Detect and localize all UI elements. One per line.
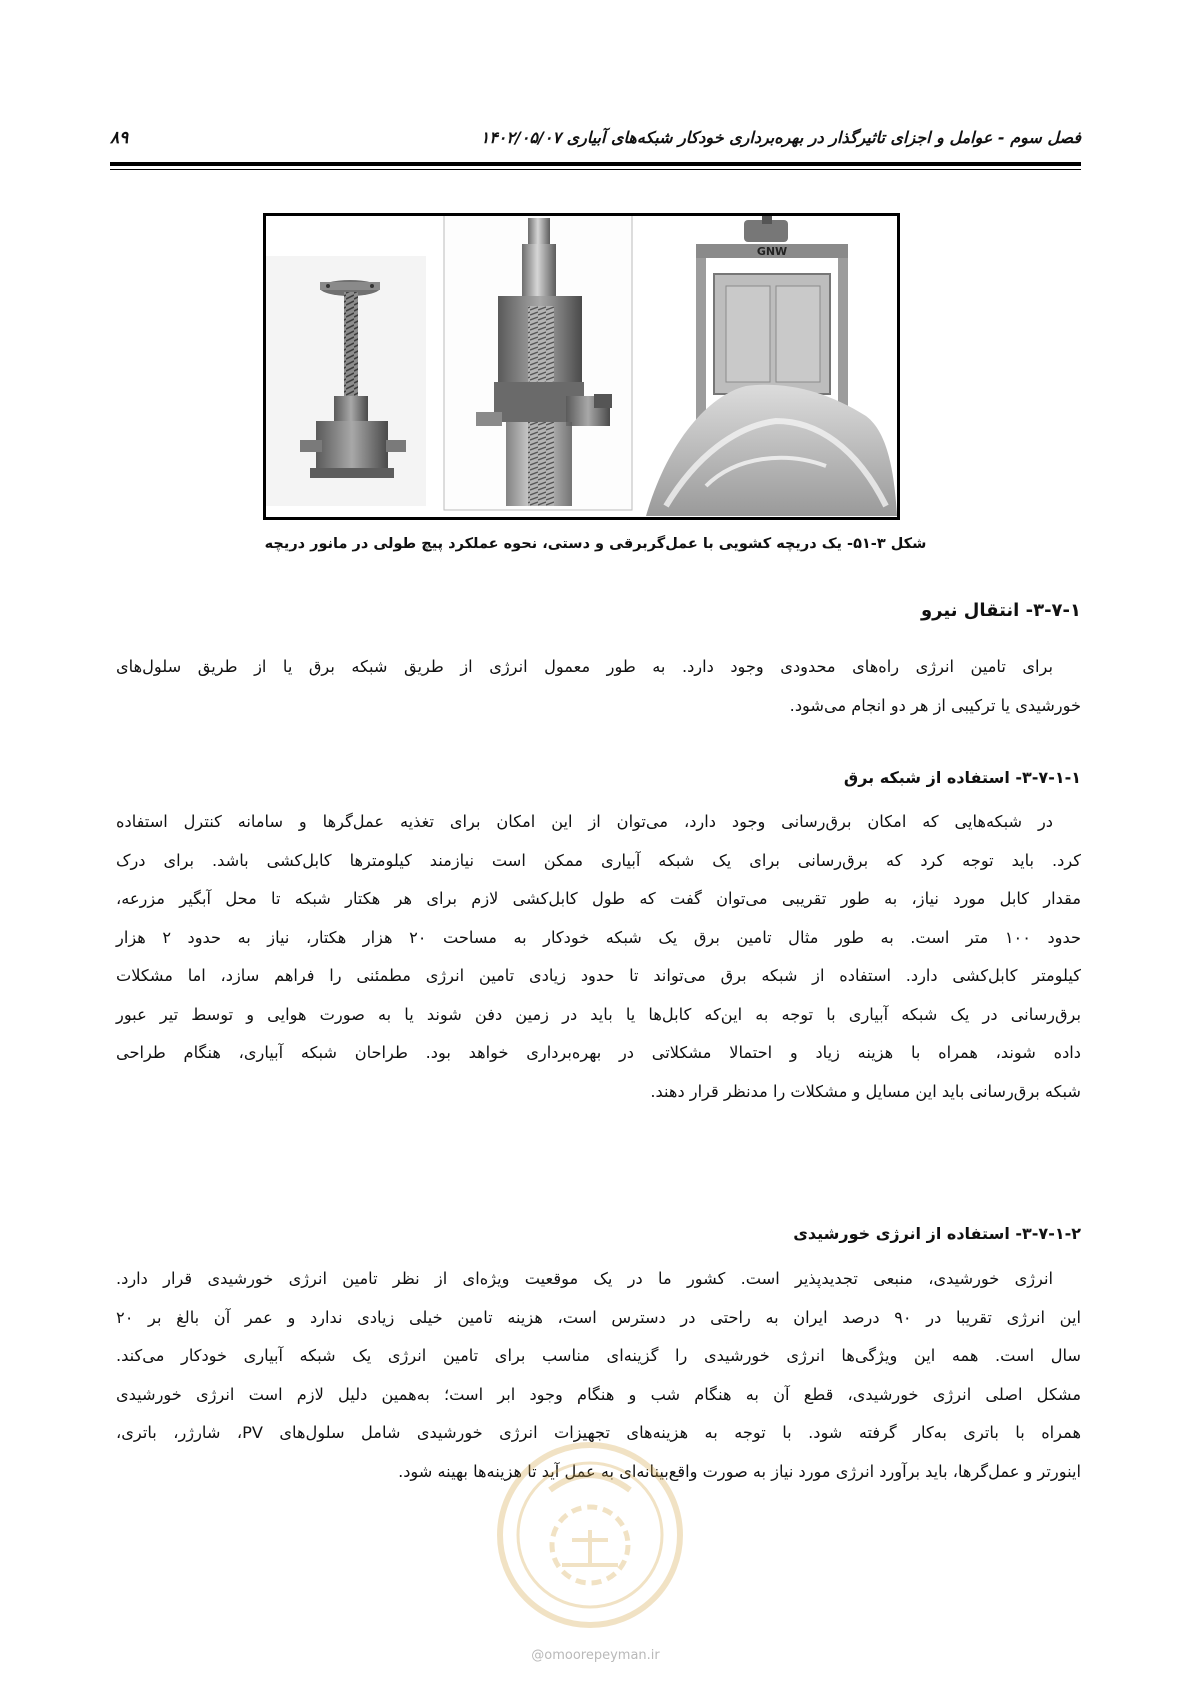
figure-gate-actuators — [263, 213, 900, 520]
section-heading-solar-power: ۳-۷-۱-۲- استفاده از انرژی خورشیدی — [793, 1224, 1081, 1243]
paragraph-line: این انرژی تقریبا در ۹۰ درصد ایران به راحتی در دسترس است، هزینه تامین خیلی زیادی ندارد و عمر آن بالغ بر ۲۰ — [116, 1307, 1081, 1327]
paragraph-line: شبکه برق‌رسانی باید این مسایل و مشکلات را مدنظر قرار دهند. — [650, 1081, 1081, 1101]
header-rule-thick — [110, 162, 1081, 166]
paragraph-line: اینورتر و عمل‌گرها، باید برآورد انرژی مورد نیاز به صورت واقع‌بینانه‌ای به عمل آید تا هزینه‌ها بهینه شود. — [398, 1461, 1081, 1481]
figure-caption: شکل ۳-۵۱- یک دریچه کشویی با عمل‌گربرقی و دستی، نحوه عملکرد پیچ طولی در مانور دریچه — [264, 536, 927, 552]
paragraph-line: کرد. باید توجه کرد که برق‌رسانی برای یک شبکه آبیاری ممکن است نیازمند کیلومترها کابل‌کشی باشد. برای درک — [116, 850, 1081, 870]
page-number: ۸۹ — [110, 128, 129, 148]
section-heading-grid-power: ۳-۷-۱-۱- استفاده از شبکه برق — [843, 768, 1081, 787]
header-rule-thin — [110, 169, 1081, 170]
watermark-site: @omoorepeyman.ir — [531, 1648, 660, 1663]
paragraph-line: برای تامین انرژی راه‌های محدودی وجود دارد. به طور معمول انرژی از طریق شبکه برق یا از طریق سلول‌های — [116, 657, 1053, 676]
paragraph-line: خورشیدی یا ترکیبی از هر دو انجام می‌شود. — [789, 695, 1081, 715]
section-heading-power-transmission: ۳-۷-۱- انتقال نیرو — [920, 600, 1081, 621]
screw-actuator-cutaway-image — [444, 216, 632, 510]
paragraph-line: انرژی خورشیدی، منبعی تجدیدپذیر است. کشور ما در یک موقعیت ویژه‌ای از نظر تامین انرژی خورشیدی قرار دارد. — [116, 1269, 1053, 1288]
paragraph-line: داده شوند، همراه با هزینه زیاد و احتمالا مشکلاتی در بهره‌برداری خواهد بود. طراحان شبکه آبیاری، هنگام طراحی — [116, 1043, 1081, 1062]
page-header — [110, 128, 1081, 158]
paragraph-line: مشکل اصلی انرژی خورشیدی، قطع آن به هنگام شب و هنگام وجود ابر است؛ به‌همین دلیل لازم است انرژی خورشیدی — [116, 1384, 1081, 1404]
paragraph-line: مقدار کابل مورد نیاز، به طور تقریبی می‌توان گفت که طول کابل‌کشی لازم برای هر هکتار شبکه تا محل آبگیر مزرعه، — [116, 889, 1081, 908]
screw-jack-image — [266, 256, 426, 506]
paragraph-grid-power — [116, 803, 1081, 1111]
paragraph-line: همراه با باتری به‌کار گرفته شود. با توجه به هزینه‌های تجهیزات انرژی خورشیدی شامل سلول‌های PV، شارژر، باتری، — [116, 1423, 1081, 1442]
gate-brand-label: GNW — [756, 245, 788, 258]
running-title: فصل سوم - عوامل و اجزای تاثیرگذار در بهره‌برداری خودکار شبکه‌های آبیاری ۱۴۰۲/۰۵/۰۷ — [480, 128, 1081, 147]
figure-illustration — [266, 216, 897, 517]
paragraph-line: کیلومتر کابل‌کشی دارد. استفاده از شبکه برق می‌تواند تا حدود زیادی تامین انرژی مطمئنی را فراهم سازد، اما مشکلات — [116, 966, 1081, 985]
paragraph-line: در شبکه‌هایی که امکان برق‌رسانی وجود دارد، می‌توان از این امکان برای تغذیه عمل‌گرها و سامانه کنترل استفاده — [116, 812, 1053, 831]
sluice-gate-image — [646, 216, 897, 516]
paragraph-line: سال است. همه این ویژگی‌ها انرژی خورشیدی را گزینه‌ای مناسب برای تامین انرژی یک شبکه آبیاری خودکار می‌کند. — [116, 1346, 1081, 1365]
paragraph-line: حدود ۱۰۰ متر است. به طور مثال تامین برق یک شبکه خودکار به مساحت ۲۰ هزار هکتار، نیاز به حدود ۲ هزار — [116, 927, 1082, 947]
paragraph-line: برق‌رسانی در یک شبکه آبیاری با توجه به این‌که کابل‌ها یا باید در زمین دفن شوند یا به صورت هوایی و توسط تیر عبور — [116, 1004, 1081, 1024]
paragraph-power-transmission — [116, 648, 1081, 725]
watermark-seal — [490, 1435, 690, 1635]
